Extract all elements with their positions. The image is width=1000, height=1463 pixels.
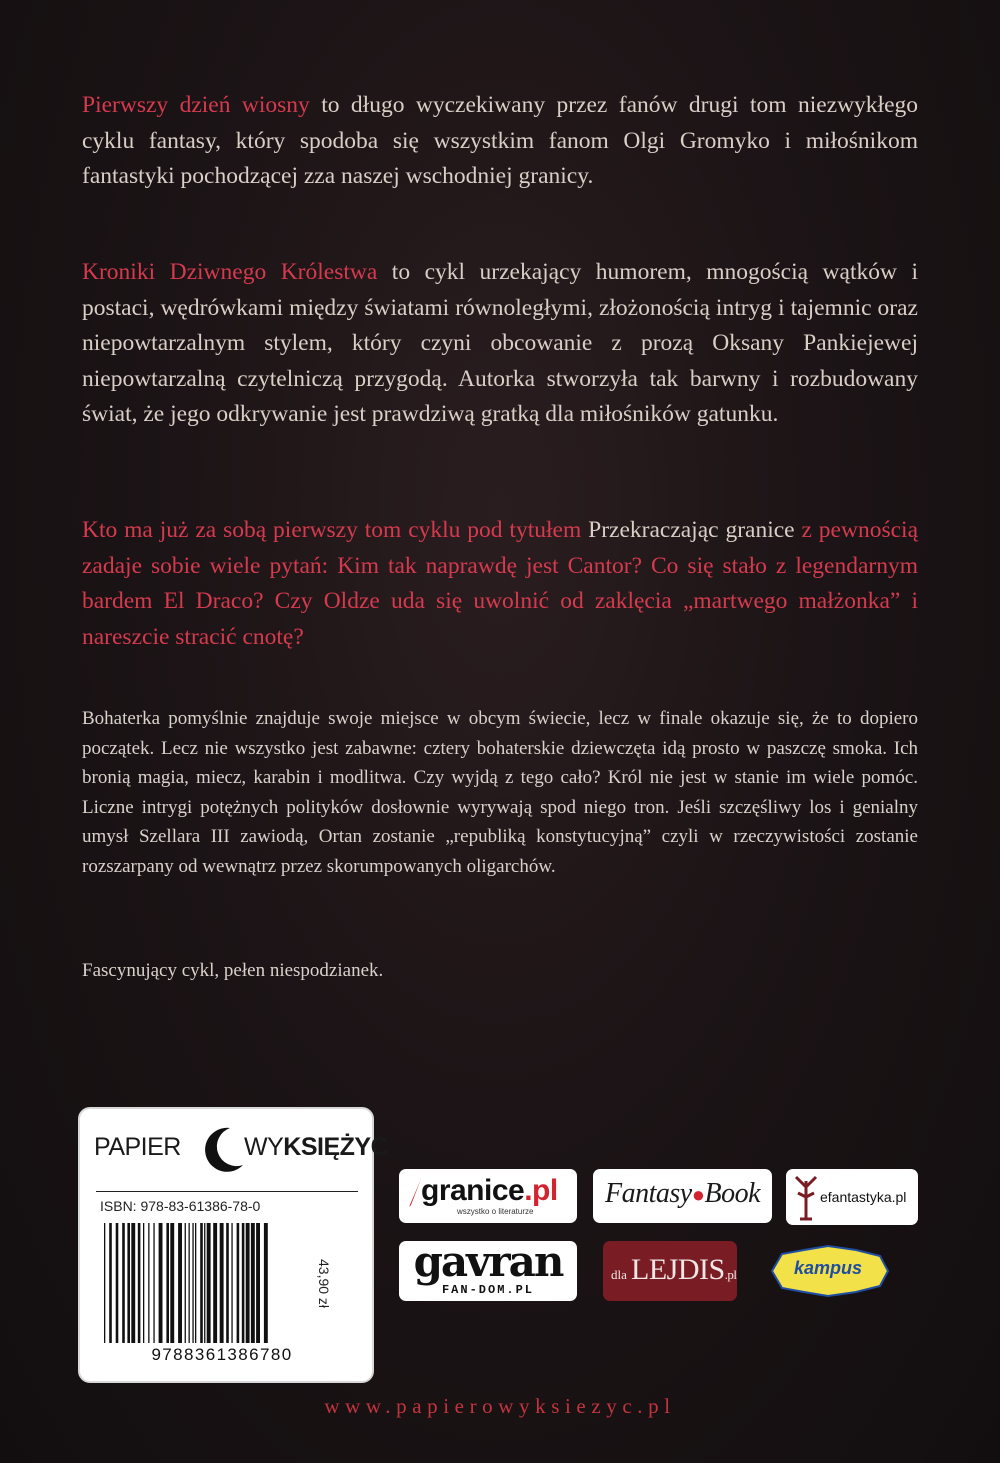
- publisher-logo: [90, 1123, 389, 1177]
- barcode-bar: [264, 1223, 268, 1343]
- fantasy-book-wordmark: [599, 1178, 766, 1210]
- publisher-name-ksiezyc: KSIĘŻYC: [283, 1133, 389, 1161]
- barcode-bar: [189, 1223, 190, 1343]
- barcode-bar: [166, 1223, 169, 1343]
- publisher-name-wy: WY: [244, 1133, 284, 1161]
- blurb-paragraph-4: Bohaterka pomyślnie znajduje swoje miejsce w obcym świecie, lecz w finale okazuje się, że to dopiero początek. Lecz nie wszystko jest zabawne: cztery bohaterskie dziewczęta idą prosto w paszczę smoka. Ich bronią magia, miecz, karabin i modlitwa. Czy wyjdą z tego cało? Król nie jest w stanie im wiele pomóc. Liczne intrygi potężnych polityków dosłownie wyrywają spod niego tron. Jeśli szczęśliwy los i genialny umysł Szellara III zawiodą, Ortan zostanie „republiką konstytucyjną” czyli w rzeczywistości zostanie rozszarpany od wewnątrz przez skorumpowanych oligarchów.: [82, 708, 918, 877]
- crescent-moon-icon: [200, 1125, 246, 1175]
- barcode-bar: [148, 1223, 149, 1343]
- barcode-bar: [185, 1223, 186, 1343]
- paragraph-text: z pewnością zadaje sobie wiele pytań: Kim tak naprawdę jest Cantor? Co się stało z legendarnym bardem El Draco? Czy Oldze uda się uwolnić od zaklęcia „martwego małżonka” i nareszcie stracić cnotę?: [82, 517, 918, 650]
- book-title-highlight: Pierwszy dzień wiosny: [82, 92, 310, 118]
- granice-tld: .pl: [524, 1174, 558, 1207]
- publisher-name-left: PAPIER: [94, 1133, 181, 1161]
- barcode-bar: [231, 1223, 232, 1343]
- barcode-bar: [127, 1223, 130, 1343]
- barcode-bar: [195, 1223, 196, 1343]
- lejdis-tld: .pl: [724, 1267, 737, 1282]
- divider: [96, 1191, 358, 1192]
- price-label: 43,90 zł: [316, 1259, 332, 1309]
- tree-emblem-icon: [792, 1173, 820, 1221]
- book-word: Book: [704, 1178, 761, 1209]
- barcode-bar: [104, 1223, 105, 1343]
- barcode-bar: [200, 1223, 203, 1343]
- efantastyka-logo: [786, 1169, 918, 1225]
- barcode-bar: [242, 1223, 245, 1343]
- first-volume-title: Przekraczając granice: [588, 517, 795, 543]
- lejdis-name: LEJDIS: [631, 1253, 725, 1286]
- barcode-bar: [256, 1223, 260, 1343]
- series-title-highlight: Kroniki Dziwnego Królestwa: [82, 259, 378, 285]
- barcode-bar: [138, 1223, 141, 1343]
- efantastyka-wordmark: efantastyka.pl: [820, 1189, 907, 1205]
- paragraph-text: to cykl urzekający humorem, mnogością wątków i postaci, wędrówkami między światami równoległymi, złożonością intryg i tajemnic oraz niepowtarzalnym stylem, który czyni obcowanie z prozą Oksany Pankiejewej niepowtarzalną czytelniczą przygodą. Autorka stworzyła tak barwny i rozbudowany świat, że jego odkrywanie jest prawdziwą gratką dla miłośników gatunku.: [82, 259, 918, 427]
- lejdis-prefix: dla: [611, 1267, 627, 1282]
- publisher-name-right: [244, 1133, 388, 1162]
- gavran-subtitle: FAN-DOM.PL: [441, 1283, 534, 1297]
- barcode-bar: [153, 1223, 154, 1343]
- blurb-paragraph-3: [82, 513, 918, 655]
- barcode-bar: [178, 1223, 182, 1343]
- granice-tagline: wszystko o literaturze: [457, 1207, 534, 1216]
- lejdis-wordmark: [631, 1253, 737, 1287]
- gavran-logo: [399, 1241, 577, 1301]
- lejdis-logo: [603, 1241, 737, 1301]
- fantasy-word: Fantasy: [604, 1178, 692, 1209]
- barcode-bar: [192, 1223, 193, 1343]
- fantasy-book-logo: [593, 1169, 772, 1223]
- isbn-number: ISBN: 978-83-61386-78-0: [100, 1198, 261, 1214]
- paragraph-text: Kto ma już za sobą pierwszy tom cyklu pod tytułem: [82, 517, 589, 543]
- barcode-bar: [251, 1223, 255, 1343]
- barcode-bar: [170, 1223, 174, 1343]
- barcode-bar: [207, 1223, 211, 1343]
- barcode-bar: [220, 1223, 224, 1343]
- barcode-bar: [213, 1223, 217, 1343]
- granice-name: granice: [421, 1174, 525, 1207]
- barcode-bar: [122, 1223, 125, 1343]
- kampus-wordmark: kampus: [794, 1258, 863, 1278]
- barcode-bar: [204, 1223, 205, 1343]
- publisher-website[interactable]: www.papierowyksiezyc.pl: [324, 1394, 676, 1418]
- barcode-sticker: [78, 1107, 389, 1383]
- barcode-bar: [143, 1223, 144, 1343]
- blurb-paragraph-5: Fascynujący cykl, pełen niespodzianek.: [82, 960, 384, 981]
- barcode-bar: [159, 1223, 163, 1343]
- blurb-paragraph-1: [82, 88, 918, 195]
- blurb-paragraph-2: [82, 255, 918, 433]
- barcode-bar: [131, 1223, 135, 1343]
- granice-logo: [399, 1169, 577, 1223]
- barcode-bar: [226, 1223, 229, 1343]
- gavran-wordmark: gavran: [413, 1241, 563, 1286]
- kampus-logo: [764, 1244, 892, 1298]
- barcode-bar: [109, 1223, 112, 1343]
- granice-wordmark: [421, 1174, 558, 1208]
- barcode-bar: [246, 1223, 250, 1343]
- barcode-bar: [116, 1223, 119, 1343]
- dot-icon: ●: [691, 1182, 705, 1207]
- barcode-bar: [237, 1223, 240, 1343]
- barcode-digits: 9788361386780: [151, 1345, 293, 1364]
- paragraph-text: to długo wyczekiwany przez fanów drugi tom niezwykłego cyklu fantasy, który spodoba się wszystkim fanom Olgi Gromyko i miłośnikom fantastyki pochodzącej zza naszej wschodniej granicy.: [82, 92, 919, 189]
- barcode: [100, 1223, 344, 1343]
